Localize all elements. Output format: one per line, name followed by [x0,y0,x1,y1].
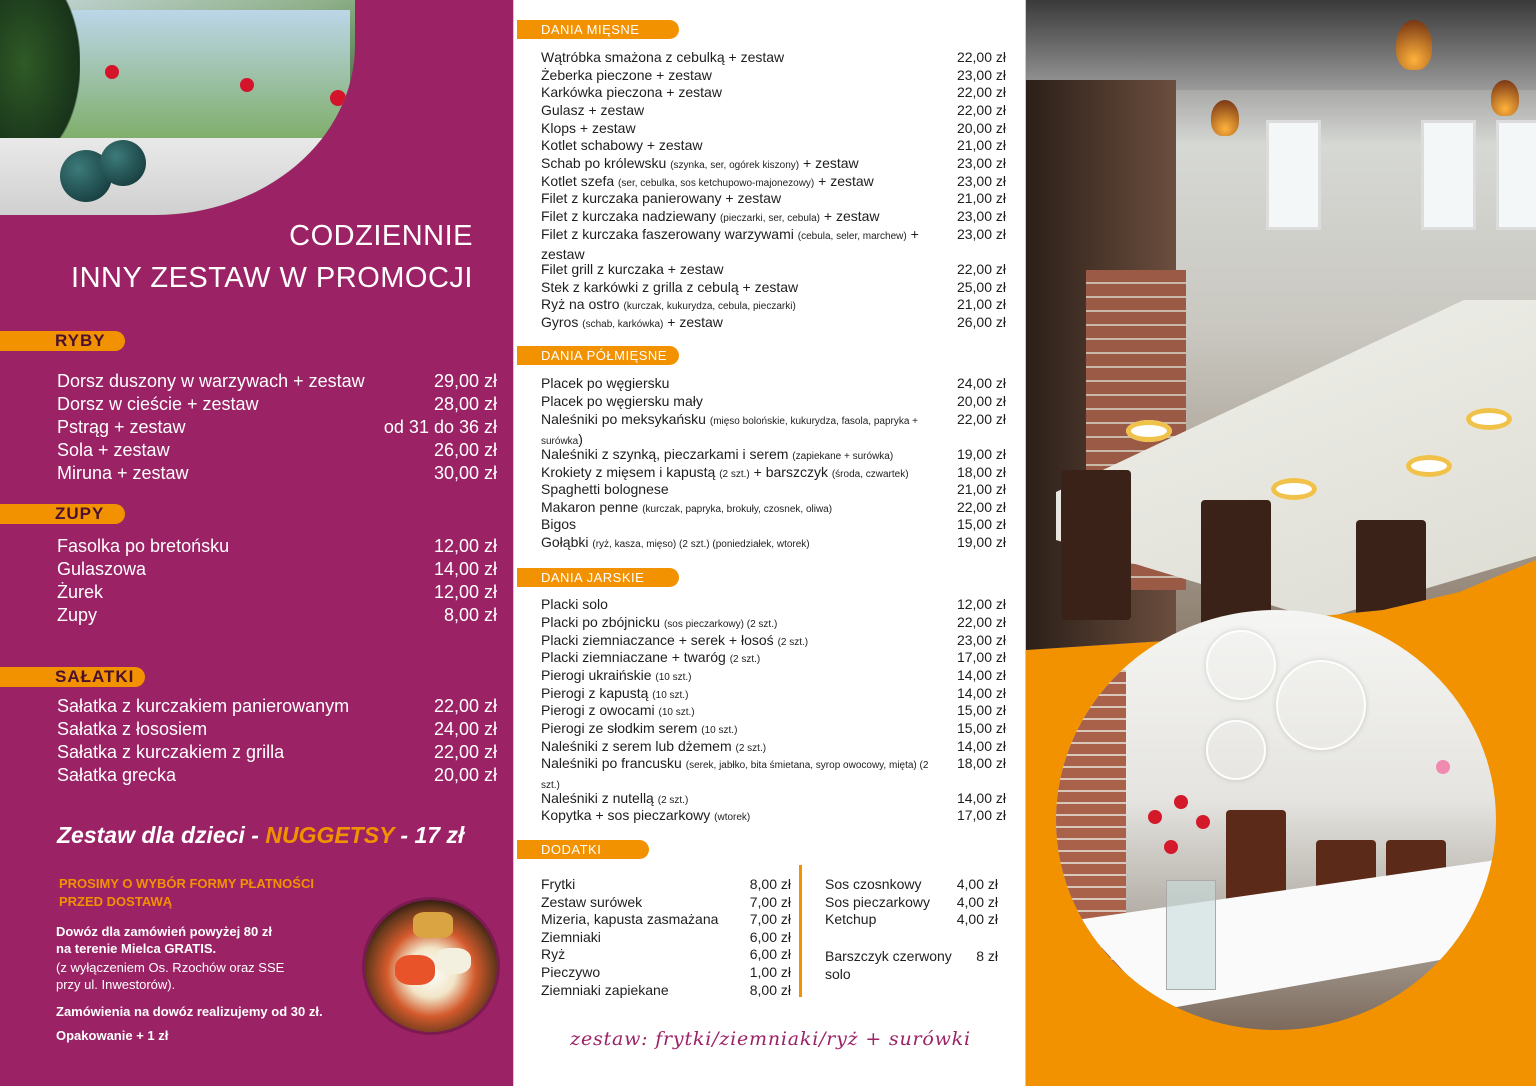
menu-item-title: Filet grill z kurczaka + zestaw [541,261,724,277]
menu-item-price: 28,00 zł [433,394,497,414]
photo-window [1421,120,1476,230]
menu-item-title: Krokiety z mięsem i kapustą [541,464,716,480]
menu-item-name: Dorsz w cieście + zestaw [57,394,259,414]
menu-item-row [57,765,497,788]
menu-item-row [57,582,497,605]
menu-item-price: 26,00 zł [956,314,1006,330]
menu-item-name: Sola + zestaw [57,440,170,460]
menu-item-title: Placek po węgiersku [541,375,670,391]
menu-item-name: Sos pieczarkowy [825,893,931,910]
menu-item-name: Sałatka grecka [57,765,177,785]
menu-item-name [541,596,936,614]
menu-item-price: 24,00 zł [433,719,497,739]
menu-item-name: Ziemniaki zapiekane [541,981,669,998]
menu-item-name [541,67,936,85]
menu-item-title: Kotlet szefa [541,173,615,189]
menu-item-note: (mięso bolońskie, kukurydza, fasola, papryka + surówka [541,416,919,447]
section-tag-ryby: RYBY [0,331,125,351]
promo-title-line1: CODZIENNIE [289,220,473,252]
delivery-minimum: Zamówienia na dowóz realizujemy od 30 zł. [56,1004,323,1019]
photo-pendant-lamp [1396,20,1432,70]
dodatki-barszcz-line1: Barszczyk czerwony [825,948,952,964]
menu-item-name [541,49,936,67]
menu-item-note: (kurczak, kukurydza, cebula, pieczarki) [623,301,796,312]
menu-item-price: 21,00 zł [956,137,1006,153]
menu-item-title: Kotlet schabowy + zestaw [541,137,703,153]
menu-item-name [541,102,936,120]
promo-title-line2: INNY ZESTAW W PROMOCJI [71,262,473,294]
menu-item-note: (pieczarki, ser, cebula) [719,213,821,224]
menu-item-title: Naleśniki z serem lub dżemem [541,738,732,754]
photo-flower [330,90,346,106]
menu-item-title: Filet z kurczaka panierowany + zestaw [541,190,782,206]
menu-item-price: 8,00 zł [443,605,497,625]
menu-item-note: (2 szt.) [735,743,767,754]
menu-item-note: (2 szt.) [777,637,809,648]
menu-item-title: Gołąbki [541,534,589,550]
menu-item-name [541,314,936,334]
menu-item-note: (serek, jabłko, bita śmietana, syrop owocowy, mięta) (2 szt.) [541,760,929,791]
menu-item-row [57,417,497,440]
menu-item-price: 14,00 zł [956,667,1006,683]
menu-item-name [541,296,936,316]
photo-plate [1271,478,1317,500]
menu-item-price: 4,00 zł [956,876,998,892]
payment-notice-line1: PROSIMY O WYBÓR FORMY PŁATNOŚCI [59,876,314,891]
menu-item-price: 20,00 zł [433,765,497,785]
section-tag-dania-jarskie: DANIA JARSKIE [517,568,679,587]
photo-wall-rosette [1206,630,1276,700]
menu-item-title: Placki solo [541,596,608,612]
photo-chair [1061,470,1131,620]
menu-item-note: (kurczak, papryka, brokuły, czosnek, oliwa) [642,504,833,515]
menu-item-price: 20,00 zł [956,393,1006,409]
menu-item-price: 22,00 zł [956,102,1006,118]
payment-notice-line2: PRZED DOSTAWĄ [59,894,173,909]
menu-item-name [541,84,936,102]
menu-item-title: Wątróbka smażona z cebulką + zestaw [541,49,785,65]
menu-item-price: 22,00 zł [956,261,1006,277]
menu-item-title: Żeberka pieczone + zestaw [541,67,712,83]
menu-item-note: (10 szt.) [655,672,692,683]
menu-item-name [541,649,936,669]
menu-item-name: Pstrąg + zestaw [57,417,186,437]
kids-set-highlight: NUGGETSY [265,822,394,848]
photo-glass-vase [1166,880,1216,990]
menu-item-name: Sałatka z łososiem [57,719,208,739]
menu-item-name: Zupy [57,605,98,625]
delivery-exception-line1: (z wyłączeniem Os. Rzochów oraz SSE [56,960,285,975]
menu-item-title: Bigos [541,516,577,532]
menu-item-row [57,742,497,765]
menu-item-name: Gulaszowa [57,559,147,579]
dodatki-barszcz-name [825,948,952,983]
menu-item-name [541,190,936,208]
menu-item-price: 22,00 zł [433,696,497,716]
menu-item-title: Pierogi z kapustą [541,685,649,701]
menu-item-price: 14,00 zł [956,790,1006,806]
menu-item-suffix: + zestaw [823,208,880,224]
menu-item-price: 22,00 zł [433,742,497,762]
zestaw-footer: zestaw: frytki/ziemniaki/ryż + surówki [570,1028,971,1050]
menu-item-price: 19,00 zł [956,446,1006,462]
menu-item-suffix: + zestaw [803,155,859,171]
menu-item-suffix: ) [578,430,583,447]
menu-item-title: Makaron penne [541,499,639,515]
photo-rose [1196,815,1210,829]
section-tag-salatki: SAŁATKI [0,667,145,687]
menu-item-name [541,411,936,450]
menu-item-note: (10 szt.) [652,690,689,701]
menu-item-price: 8,00 zł [749,876,791,892]
menu-item-price: 17,00 zł [956,807,1006,823]
menu-item-title: Spaghetti bolognese [541,481,669,497]
menu-item-row [57,536,497,559]
menu-item-price: 19,00 zł [956,534,1006,550]
menu-item-title: Stek z karkówki z grilla z cebulą + zestaw [541,279,799,295]
menu-item-price: 4,00 zł [956,911,998,928]
menu-item-price: 22,00 zł [956,499,1006,515]
menu-item-title: Placek po węgiersku mały [541,393,703,409]
menu-item-name [541,120,936,138]
menu-item-title: Placki ziemniaczane + twaróg [541,649,726,665]
menu-item-title: Pierogi z owocami [541,702,655,718]
menu-item-title: Naleśniki z nutellą [541,790,654,806]
menu-item-price: 18,00 zł [956,755,1006,771]
menu-item-title: Gulasz + zestaw [541,102,645,118]
menu-item-note: (cebula, seler, marchew) [797,231,907,242]
menu-item-name [541,667,936,687]
menu-item-name [541,226,936,263]
menu-item-name [541,702,936,722]
menu-item-title: Kopytka + sos pieczarkowy [541,807,711,823]
photo-food-salad [435,948,471,974]
menu-item-note: (sos pieczarkowy) (2 szt.) [663,619,778,630]
table-vase-photo [1056,610,1496,1030]
menu-item-price: 25,00 zł [956,279,1006,295]
menu-item-name [541,614,936,634]
menu-item-note: (2 szt.) [719,469,750,480]
menu-item-name: Dorsz duszony w warzywach + zestaw [57,371,365,391]
window-plants-photo [0,0,355,215]
section-tag-dania-miesne: DANIA MIĘSNE [517,20,679,39]
dining-room-photo [1026,0,1536,660]
menu-item-price: 14,00 zł [956,738,1006,754]
menu-item-name: Frytki [541,876,576,892]
photo-rose [1148,810,1162,824]
menu-item-title: Placki ziemniaczance + serek + łosoś [541,632,774,648]
menu-item-price: 18,00 zł [956,464,1006,480]
menu-item-name: Żurek [57,582,104,602]
menu-item-price: 8,00 zł [749,981,791,998]
menu-item-price: 15,00 zł [956,516,1006,532]
packaging-fee: Opakowanie + 1 zł [56,1028,169,1043]
menu-item-note: (2 szt.) [729,654,761,665]
section-tag-dodatki: DODATKI [517,840,649,859]
menu-item-name: Fasolka po bretońsku [57,536,230,556]
menu-item-note: (wtorek) [714,812,751,823]
menu-item-title: Gyros [541,314,579,330]
photo-food-pasta [395,955,435,985]
menu-item-price: 22,00 zł [956,49,1006,65]
menu-item-name [541,261,936,279]
menu-item-note: (10 szt.) [701,725,738,736]
menu-item-title: Karkówka pieczona + zestaw [541,84,722,100]
photo-pendant-lamp [1491,80,1519,116]
menu-item-name: Ketchup [825,911,877,928]
payment-notice [59,875,314,911]
menu-item-price: od 31 do 36 zł [383,417,497,437]
menu-item-title: Pierogi ze słodkim serem [541,720,698,736]
kids-set-suffix: - 17 zł [394,822,465,848]
right-panel [1026,0,1536,1086]
menu-item-price: 15,00 zł [956,720,1006,736]
menu-item-price: 12,00 zł [433,536,497,556]
menu-item-title: Naleśniki po francusku [541,755,682,771]
photo-wall-rosette [1206,720,1266,780]
menu-item-name: Sos czosnkowy [825,876,922,892]
menu-item-price: 17,00 zł [956,649,1006,665]
menu-item-price: 14,00 zł [433,559,497,579]
menu-item-price: 23,00 zł [956,226,1006,242]
menu-item-row [57,559,497,582]
menu-item-name: Zestaw surówek [541,893,643,910]
menu-item-title: Ryż na ostro [541,296,620,312]
menu-item-price: 1,00 zł [749,964,791,980]
photo-plant [0,0,80,160]
section-tag-zupy: ZUPY [0,504,125,524]
photo-window [1266,120,1321,230]
photo-wall-rosette [1276,660,1366,750]
menu-item-title: Naleśniki z szynką, pieczarkami i serem [541,446,789,462]
photo-window [60,10,350,140]
menu-item-price: 14,00 zł [956,685,1006,701]
photo-flower [105,65,119,79]
menu-item-note: (ser, cebulka, sos ketchupowo-majonezowy) [618,178,815,189]
photo-white-table [1076,860,1496,1010]
menu-item-row [57,463,497,486]
photo-ceiling [1026,0,1536,90]
photo-rose [1174,795,1188,809]
menu-item-name [541,137,936,155]
menu-item-suffix: + barszczyk [753,464,828,480]
menu-item-price: 7,00 zł [749,911,791,928]
menu-item-price: 6,00 zł [749,946,791,963]
menu-item-title: Filet z kurczaka faszerowany warzywami [541,226,794,242]
menu-item-price: 15,00 zł [956,702,1006,718]
menu-item-row [57,394,497,417]
menu-item-name [541,755,936,794]
menu-item-row [57,719,497,742]
menu-item-price: 4,00 zł [956,893,998,910]
menu-item-price: 23,00 zł [956,155,1006,171]
menu-item-name [541,720,936,740]
menu-item-note: (zapiekane + surówka) [792,451,894,462]
menu-item-price: 23,00 zł [956,632,1006,648]
food-plate-photo [365,900,497,1032]
menu-item-price: 21,00 zł [956,296,1006,312]
menu-item-price: 24,00 zł [956,375,1006,391]
menu-item-price: 23,00 zł [956,173,1006,189]
menu-item-price: 12,00 zł [433,582,497,602]
menu-item-price: 23,00 zł [956,67,1006,83]
menu-item-name [541,481,936,499]
menu-item-name: Sałatka z kurczakiem panierowanym [57,696,350,716]
photo-window [1496,120,1536,230]
delivery-exception-line2: przy ul. Inwestorów). [56,977,176,992]
kids-set-offer [57,822,464,849]
menu-item-name: Miruna + zestaw [57,463,189,483]
menu-item-name [541,516,936,534]
photo-windowsill [0,138,355,215]
menu-item-price: 22,00 zł [956,84,1006,100]
menu-item-price: 22,00 zł [956,411,1006,427]
menu-item-name [541,279,936,297]
menu-item-note: (10 szt.) [658,707,695,718]
menu-item-name: Mizeria, kapusta zasmażana [541,911,719,928]
menu-item-note: (szynka, ser, ogórek kiszony) [670,160,800,171]
menu-item-price: 21,00 zł [956,481,1006,497]
delivery-free-line2: na terenie Mielca GRATIS. [56,941,217,956]
section-tag-dania-polmiesne: DANIA PÓŁMIĘSNE [517,346,679,365]
menu-item-name [541,208,936,228]
menu-item-price: 26,00 zł [433,440,497,460]
menu-item-name: Ryż [541,946,566,963]
left-panel [0,0,513,1086]
menu-item-price: 29,00 zł [433,371,497,391]
menu-item-note: (ryż, kasza, mięso) (2 szt.) (poniedziałek, wtorek) [592,539,810,550]
photo-glass-apple [100,140,146,186]
menu-item-row [57,605,497,628]
menu-item-name [541,446,936,466]
photo-rose [1164,840,1178,854]
menu-item-note: (schab, karkówka) [582,319,664,330]
menu-item-name [541,534,936,554]
menu-item-name: Ziemniaki [541,928,601,945]
menu-item-name [541,393,936,411]
menu-item-suffix: + zestaw [541,226,919,262]
dodatki-barszcz-line2: solo [825,965,851,982]
menu-item-price: 7,00 zł [749,893,791,910]
menu-item-price: 20,00 zł [956,120,1006,136]
menu-item-name: Sałatka z kurczakiem z grilla [57,742,285,762]
menu-item-price: 23,00 zł [956,208,1006,224]
menu-item-name: Pieczywo [541,964,601,980]
dodatki-divider [799,865,802,997]
menu-item-price: 21,00 zł [956,190,1006,206]
kids-set-prefix: Zestaw dla dzieci - [57,822,266,848]
menu-item-suffix: + zestaw [667,314,723,330]
menu-item-suffix: + zestaw [818,173,874,189]
photo-flower [240,78,254,92]
menu-item-name [541,375,936,393]
menu-item-price: 6,00 zł [749,928,791,945]
menu-item-note: (2 szt.) [657,795,689,806]
menu-item-title: Schab po królewsku [541,155,667,171]
middle-panel [513,0,1026,1086]
menu-item-name [541,807,936,827]
menu-item-title: Pierogi ukraińskie [541,667,652,683]
photo-plate [1406,455,1452,477]
dodatki-barszcz-price: 8 zł [976,948,998,964]
menu-item-title: Naleśniki po meksykańsku [541,411,706,427]
menu-item-row [57,696,497,719]
photo-rose [1436,760,1450,774]
menu-item-price: 22,00 zł [956,614,1006,630]
menu-item-note: (środa, czwartek) [831,469,909,480]
menu-item-price: 30,00 zł [433,463,497,483]
delivery-free-line1: Dowóz dla zamówień powyżej 80 zł [56,924,272,939]
photo-pendant-lamp [1211,100,1239,136]
photo-food-fries [413,912,453,938]
menu-item-name [541,155,936,175]
menu-item-row [57,440,497,463]
photo-plate [1466,408,1512,430]
menu-item-price: 12,00 zł [956,596,1006,612]
menu-item-title: Placki po zbójnicku [541,614,661,630]
menu-item-row [57,371,497,394]
menu-item-title: Klops + zestaw [541,120,636,136]
photo-plate [1126,420,1172,442]
menu-item-title: Filet z kurczaka nadziewany [541,208,717,224]
